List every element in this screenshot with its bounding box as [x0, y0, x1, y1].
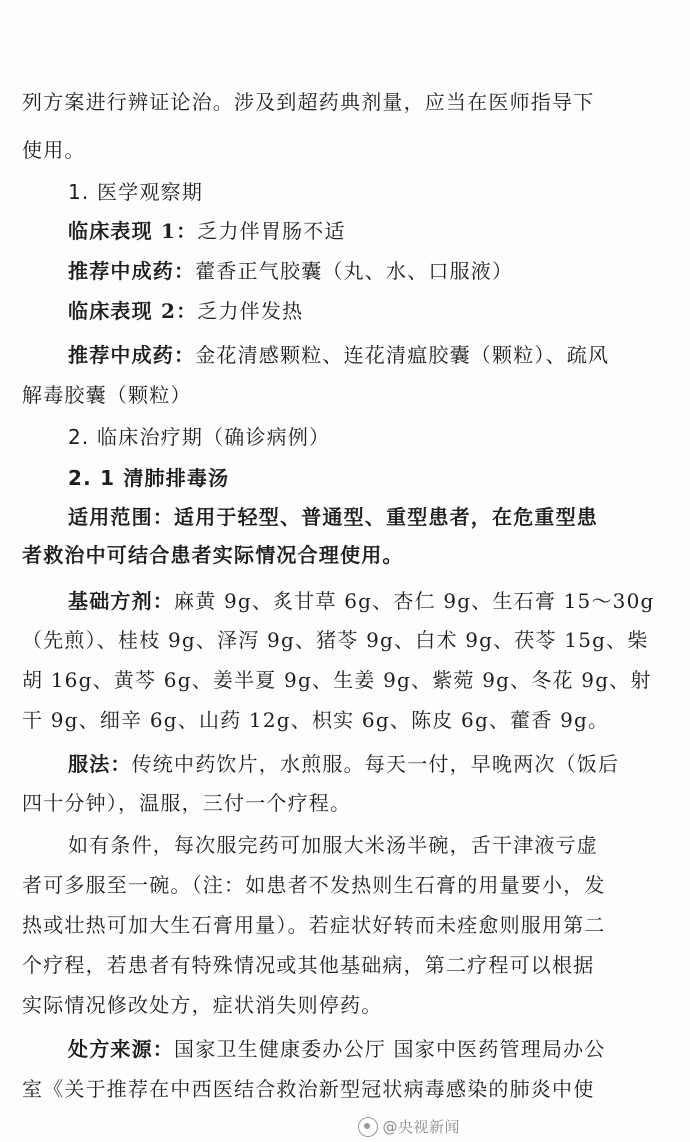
paragraph-label: 临床表现 2： [68, 299, 198, 323]
text-line: 干 9g、细辛 6g、山药 12g、枳实 6g、陈皮 6g、藿香 9g。 [22, 708, 610, 732]
text-line: 解毒胶囊（颗粒） [22, 383, 192, 407]
watermark-text: @央视新闻 [382, 1118, 460, 1136]
subsection-heading: 2. 1 清肺排毒汤 [68, 466, 230, 490]
paragraph-label: 推荐中成药： [68, 343, 196, 367]
text-line: 适用范围：适用于轻型、普通型、重型患者，在危重型患 [68, 505, 598, 529]
paragraph [68, 1037, 606, 1061]
text-line: 热或壮热可加大生石膏用量）。若症状好转而未痊愈则服用第二 [22, 913, 606, 937]
text-line: 个疗程，若患者有特殊情况或其他基础病，第二疗程可以根据 [22, 953, 595, 977]
paragraph-text: 乏力伴发热 [197, 299, 304, 323]
paragraph [68, 299, 303, 323]
paragraph-text: 传统中药饮片，水煎服。每天一付，早晚两次（饭后 [131, 752, 620, 776]
weibo-logo-icon [358, 1117, 378, 1137]
text-line: 如有条件，每次服完药可加服大米汤半碗，舌干津液亏虚 [68, 833, 598, 857]
paragraph [68, 219, 346, 243]
paragraph [68, 343, 609, 367]
paragraph-text: 金花清感颗粒、连花清瘟胶囊（颗粒）、疏风 [195, 343, 610, 367]
paragraph-label: 服法： [68, 752, 132, 776]
text-line: （先煎）、桂枝 9g、泽泻 9g、猪苓 9g、白术 9g、茯苓 15g、柴 [22, 628, 649, 652]
paragraph-label: 处方来源： [68, 1037, 174, 1061]
paragraph-label: 临床表现 1： [68, 219, 198, 243]
paragraph [68, 752, 619, 776]
paragraph [68, 259, 513, 283]
text-line: 实际情况修改处方，症状消失则停药。 [22, 993, 383, 1017]
text-line: 列方案进行辨证论治。涉及到超药典剂量，应当在医师指导下 [22, 90, 595, 114]
text-line: 使用。 [22, 138, 86, 162]
watermark [358, 1116, 460, 1138]
paragraph-text: 国家卫生健康委办公厅 国家中医药管理局办公 [174, 1037, 606, 1061]
text-line: 四十分钟），温服，三付一个疗程。 [22, 791, 352, 815]
paragraph [68, 589, 655, 613]
section-heading: 2. 临床治疗期（确诊病例） [68, 425, 331, 449]
paragraph-text: 乏力伴胃肠不适 [197, 219, 346, 243]
paragraph-label: 基础方剂： [68, 589, 174, 613]
text-line: 者可多服至一碗。（注：如患者不发热则生石膏的用量要小，发 [22, 873, 606, 897]
section-heading: 1. 医学观察期 [68, 180, 204, 204]
text-line: 胡 16g、黄芩 6g、姜半夏 9g、生姜 9g、紫菀 9g、冬花 9g、射 [22, 668, 652, 692]
text-line: 者救治中可结合患者实际情况合理使用。 [22, 543, 404, 567]
paragraph-text: 麻黄 9g、炙甘草 6g、杏仁 9g、生石膏 15～30g [174, 589, 655, 613]
text-line: 室《关于推荐在中西医结合救治新型冠状病毒感染的肺炎中使 [22, 1077, 595, 1101]
paragraph-label: 推荐中成药： [68, 259, 196, 283]
paragraph-text: 藿香正气胶囊（丸、水、口服液） [195, 259, 514, 283]
